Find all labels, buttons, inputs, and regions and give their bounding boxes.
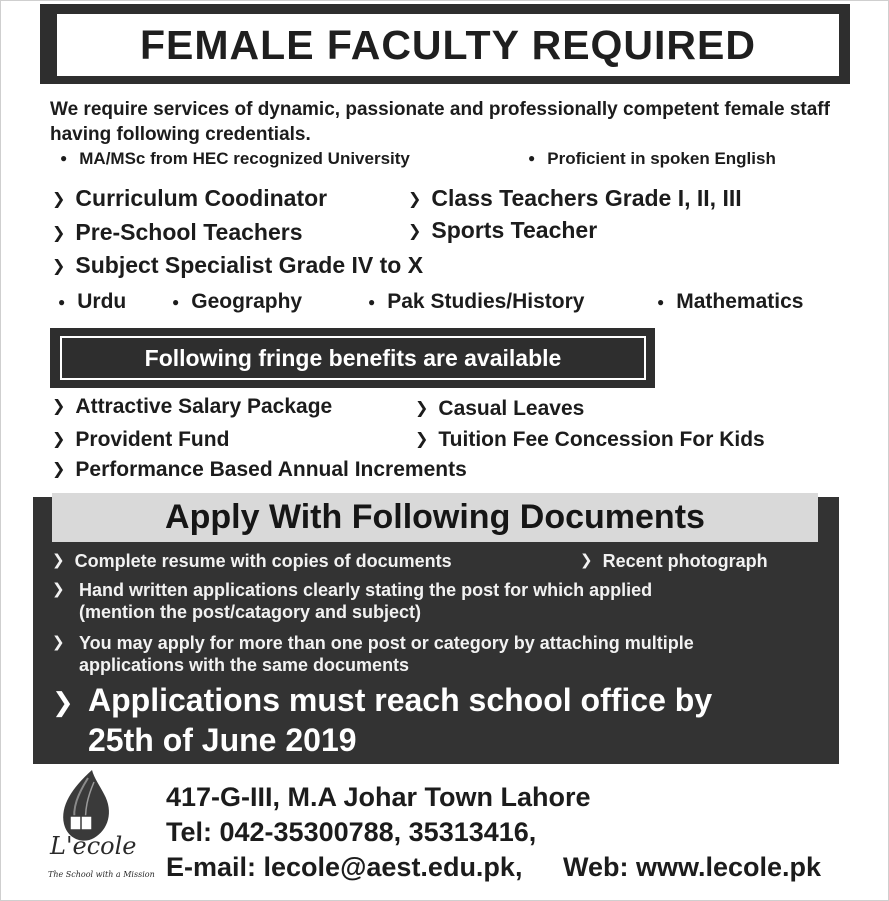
- contact-email: E-mail: lecole@aest.edu.pk,: [166, 852, 523, 882]
- document-item: ❯ Complete resume with copies of documents: [52, 551, 452, 572]
- fringe-heading: Following fringe benefits are available: [60, 336, 646, 380]
- subject-item: ● Urdu: [58, 290, 126, 314]
- arrow-icon: ❯: [52, 581, 65, 598]
- post-item: ❯ Sports Teacher: [408, 217, 597, 244]
- page-title: FEMALE FACULTY REQUIRED: [140, 21, 756, 68]
- contact-address: 417-G-III, M.A Johar Town Lahore: [166, 782, 591, 812]
- benefit-item: ❯ Provident Fund: [52, 428, 229, 452]
- contact-website: Web: www.lecole.pk: [563, 852, 822, 882]
- post-item: ❯ Class Teachers Grade I, II, III: [408, 185, 742, 212]
- benefit-item: ❯ Performance Based Annual Increments: [52, 458, 467, 482]
- contact-phone: Tel: 042-35300788, 35313416,: [166, 817, 537, 847]
- intro-text: We require services of dynamic, passionate and professionally competent female staff having following credentials.: [50, 99, 830, 145]
- benefit-item: ❯ Tuition Fee Concession For Kids: [415, 428, 765, 452]
- post-item: ❯ Subject Specialist Grade IV to X: [52, 252, 423, 279]
- subject-item: ● Mathematics: [657, 290, 803, 314]
- post-item: ❯ Curriculum Coodinator: [52, 185, 327, 212]
- logo-wordmark: L'ecole: [50, 832, 137, 860]
- apply-heading: Apply With Following Documents: [165, 498, 705, 536]
- credential-item: ● MA/MSc from HEC recognized University: [60, 149, 410, 169]
- arrow-icon: ❯: [52, 634, 65, 651]
- document-item: ❯ Recent photograph: [580, 551, 768, 572]
- arrow-icon: ❯: [52, 687, 74, 717]
- subject-item: ● Pak Studies/History: [368, 290, 584, 314]
- benefit-item: ❯ Attractive Salary Package: [52, 395, 332, 419]
- post-item: ❯ Pre-School Teachers: [52, 219, 303, 246]
- logo-tagline: The School with a Mission: [48, 870, 155, 879]
- subject-item: ● Geography: [172, 290, 302, 314]
- credential-item: ● Proficient in spoken English: [528, 149, 776, 169]
- benefit-item: ❯ Casual Leaves: [415, 397, 584, 421]
